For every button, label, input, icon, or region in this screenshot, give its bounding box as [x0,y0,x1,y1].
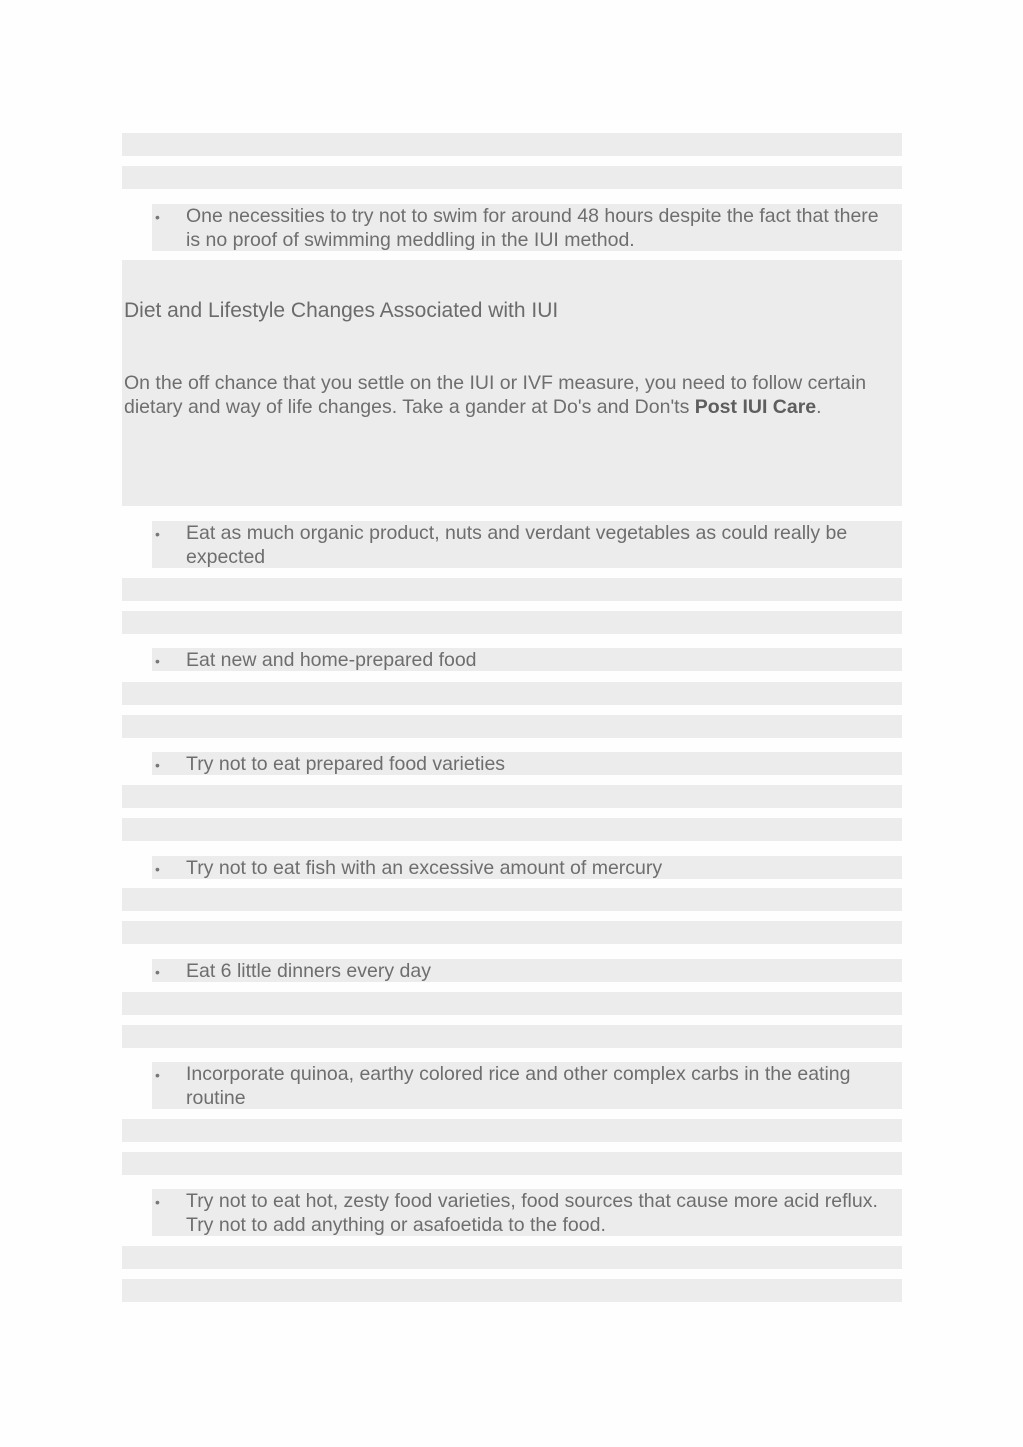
bullet-icon: • [155,209,160,225]
placeholder-band [122,578,902,601]
list-item: Try not to eat prepared food varieties [186,753,506,775]
placeholder-band [122,992,902,1015]
bullet-icon: • [155,653,160,669]
list-item-text: Try not to eat hot, zesty food varieties, food sources that cause more acid reflux. Try not to add anything or asafoetida to the food. [186,1190,878,1236]
placeholder-band [122,1025,902,1048]
placeholder-band [122,133,902,156]
list-item-text: Incorporate quinoa, earthy colored rice and other complex carbs in the eating routine [186,1063,851,1109]
placeholder-band [122,1246,902,1269]
bullet-icon: • [155,964,160,980]
placeholder-band [122,818,902,841]
bullet-icon: • [155,757,160,773]
placeholder-band [122,785,902,808]
section-bg [122,260,902,474]
placeholder-band [122,715,902,738]
list-item [186,521,891,569]
placeholder-band [122,1152,902,1175]
intro-end: . [816,396,822,418]
bullet-icon: • [155,861,160,877]
list-item-text: One necessities to try not to swim for around 48 hours despite the fact that there is no proof of swimming meddling in the IUI method. [186,205,879,251]
intro-text: On the off chance that you settle on the IUI or IVF measure, you need to follow certain dietary and way of life changes. Take a gander at Do's and Don'ts [124,372,867,418]
placeholder-band [122,1119,902,1142]
list-item [186,1189,886,1237]
placeholder-band [122,611,902,634]
placeholder-band [122,682,902,705]
list-item: Eat new and home-prepared food [186,649,477,671]
intro-paragraph [124,371,894,419]
placeholder-band [122,888,902,911]
section-heading: Diet and Lifestyle Changes Associated with IUI [124,299,559,322]
bullet-icon: • [155,1194,160,1210]
bullet-icon: • [155,526,160,542]
placeholder-band [122,166,902,189]
list-item: Eat 6 little dinners every day [186,960,431,982]
list-item [186,204,886,252]
placeholder-band [122,474,902,506]
post-iui-care-link[interactable]: Post IUI Care [694,396,817,418]
placeholder-band [122,921,902,944]
bullet-icon: • [155,1067,160,1083]
list-item [186,1062,891,1110]
list-item-text: Eat as much organic product, nuts and verdant vegetables as could really be expected [186,522,848,568]
placeholder-band [122,1279,902,1302]
list-item: Try not to eat fish with an excessive amount of mercury [186,857,663,879]
